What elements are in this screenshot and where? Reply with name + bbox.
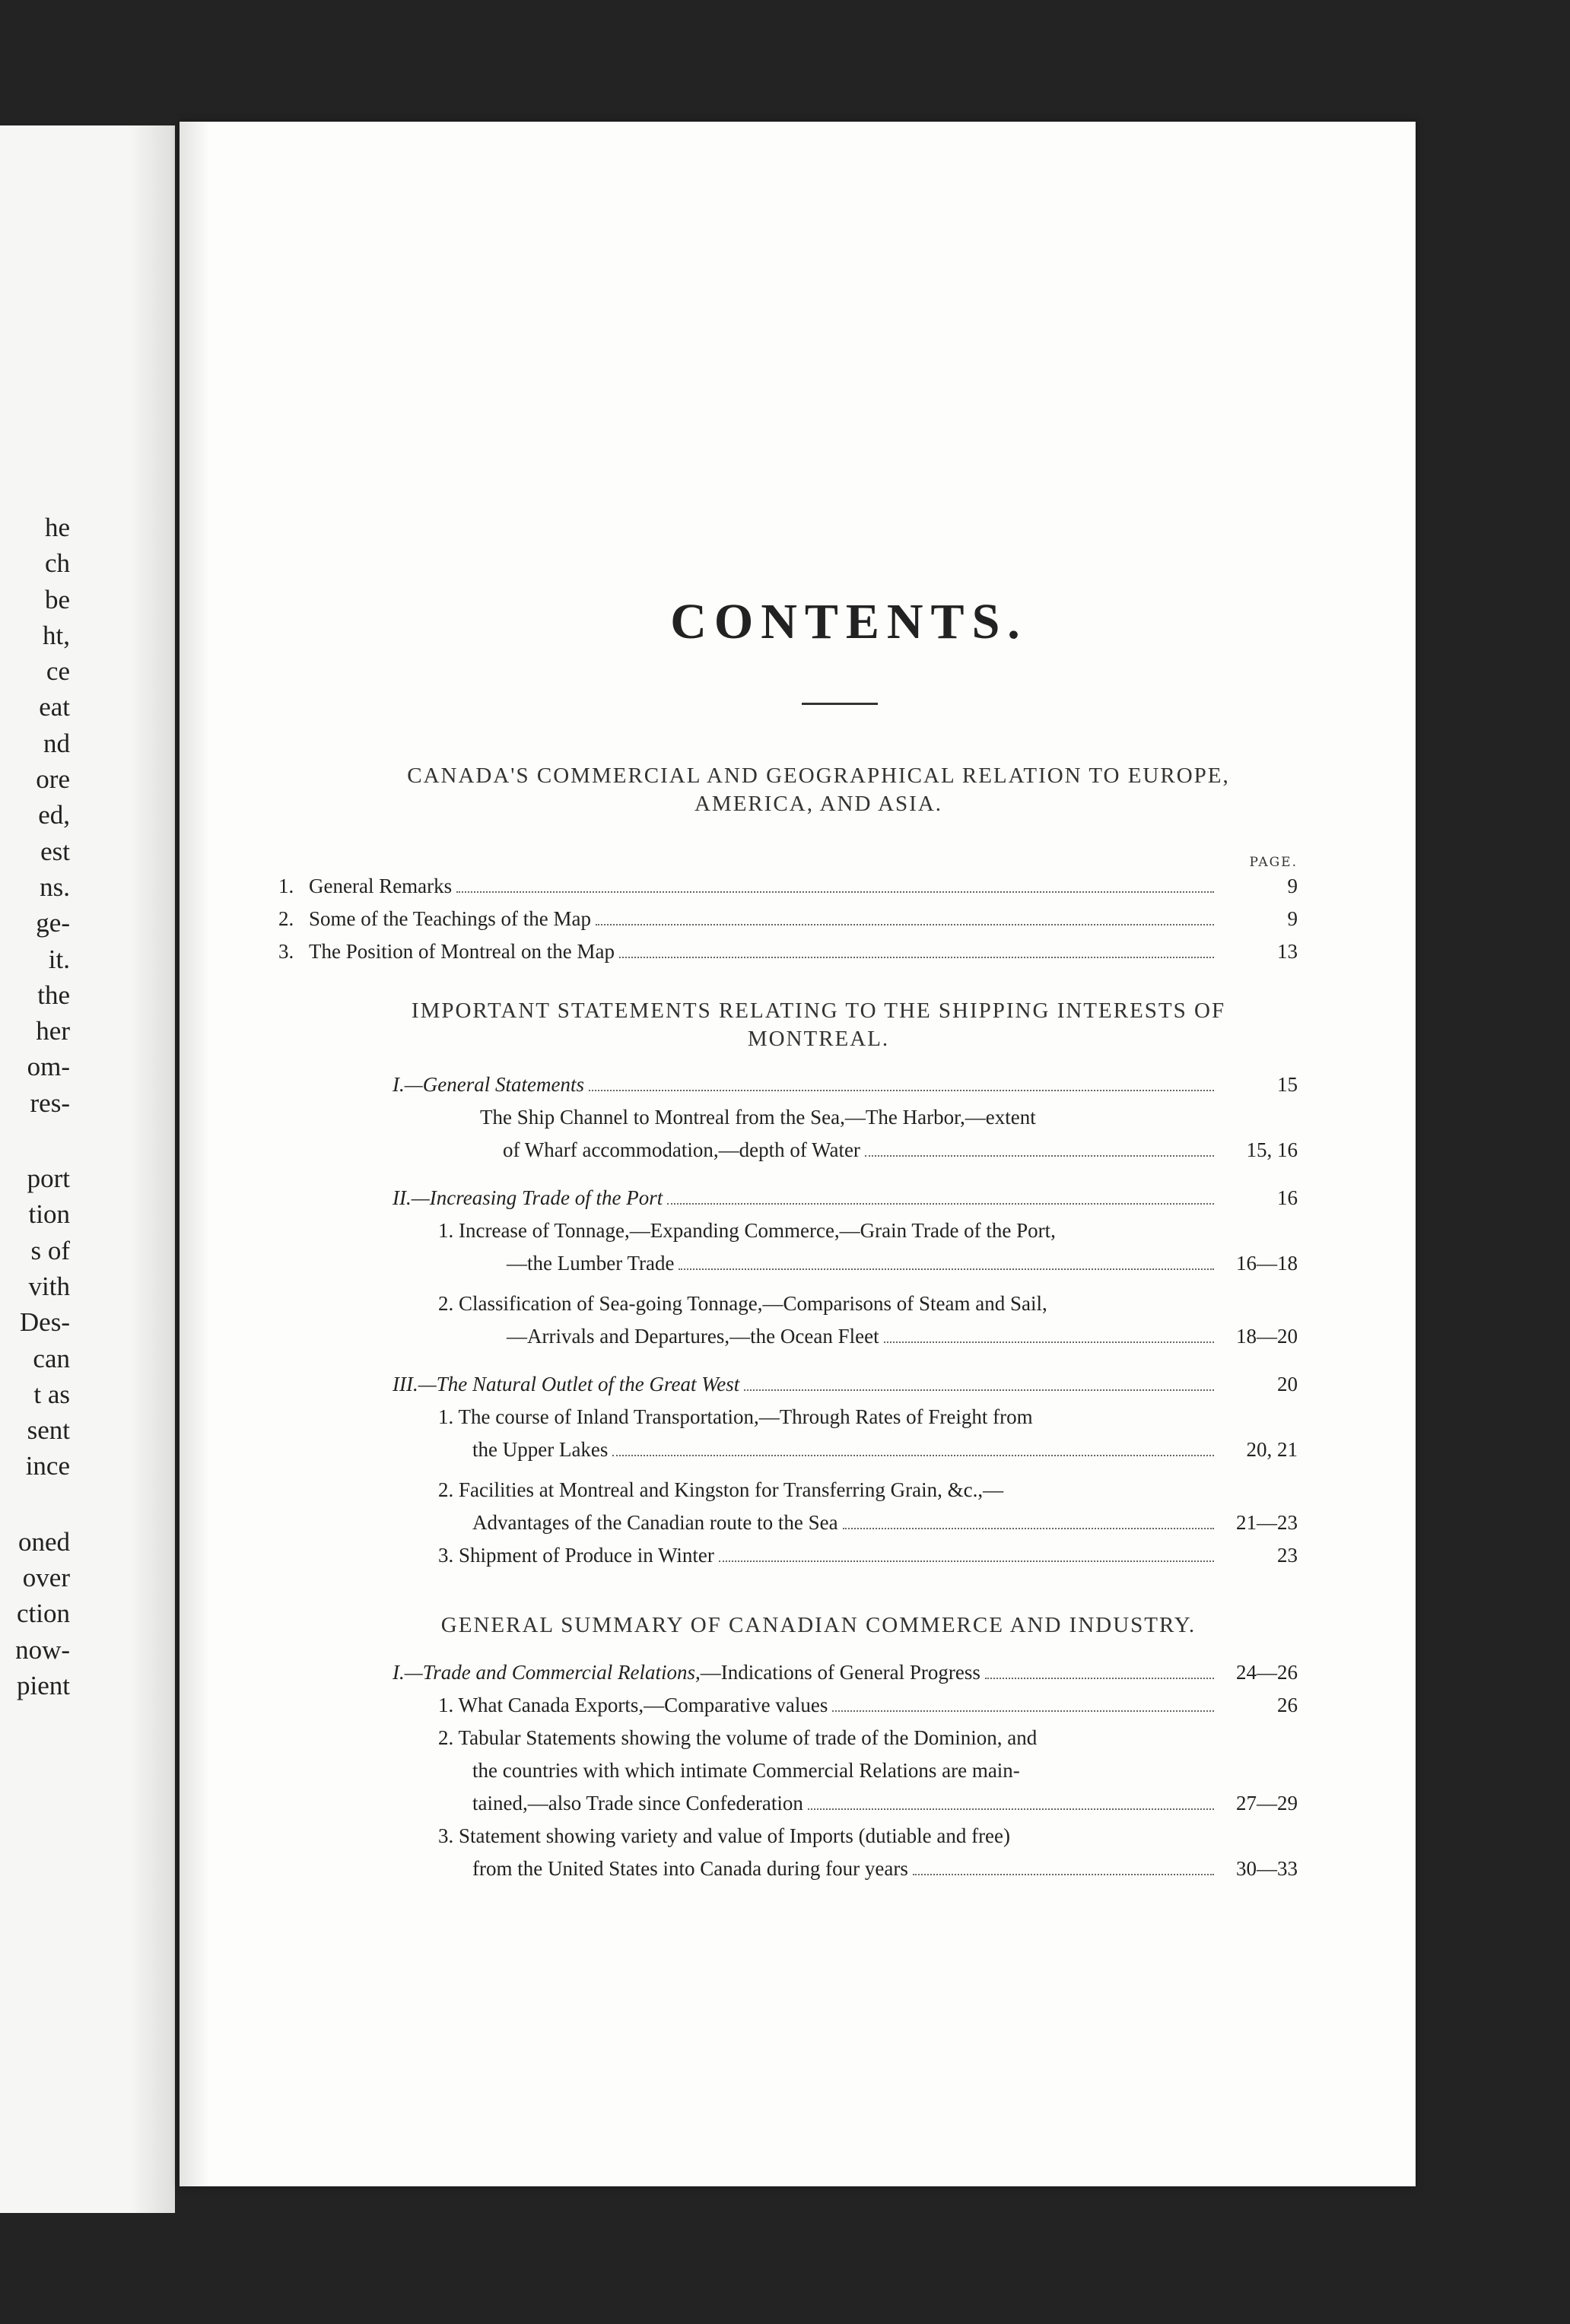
- left-facing-page: [0, 125, 175, 2213]
- dot-leader: [884, 1341, 1214, 1343]
- dot-leader: [832, 1710, 1214, 1712]
- line-text: 2. Classification of Sea-going Tonnage,—Comparisons of Steam and Sail,: [438, 1292, 1047, 1315]
- line-text: The Ship Channel to Montreal from the Sea,—The Harbor,—extent: [480, 1106, 1036, 1129]
- toc-entry[interactable]: [278, 903, 1298, 935]
- title-rule: [802, 703, 878, 705]
- toc-line: [278, 1474, 1298, 1506]
- dot-leader: [456, 891, 1214, 893]
- line-text: —the Lumber Trade: [507, 1252, 675, 1275]
- dot-leader: [985, 1678, 1214, 1679]
- entry-page: 20: [1277, 1373, 1298, 1395]
- section-2-heading-line2: MONTREAL.: [747, 1027, 890, 1051]
- contents-body: [278, 593, 1298, 1885]
- left-text-fragment: nd: [43, 728, 70, 758]
- line-text: —Arrivals and Departures,—the Ocean Fleet: [507, 1325, 879, 1348]
- paragraph-gap: [0, 1121, 70, 1160]
- entry-page: 15, 16: [1246, 1138, 1298, 1161]
- entry-page: 20, 21: [1246, 1438, 1298, 1461]
- left-text-fragment: tion: [28, 1199, 70, 1230]
- entry-page: 27—29: [1236, 1792, 1298, 1814]
- section-2-heading-line1: IMPORTANT STATEMENTS RELATING TO THE SHIPPING INTERESTS OF: [411, 998, 1226, 1023]
- section-1-heading: [278, 762, 1298, 818]
- dot-leader: [843, 1528, 1214, 1529]
- dot-leader: [913, 1874, 1214, 1875]
- section-1-heading-line2: AMERICA, AND ASIA.: [694, 792, 943, 816]
- dot-leader: [865, 1155, 1214, 1157]
- entry-text: The Position of Montreal on the Map: [309, 940, 615, 963]
- entry-page: 16: [1277, 1186, 1298, 1209]
- left-text-fragment: her: [36, 1016, 70, 1046]
- left-text-fragment: pient: [17, 1670, 70, 1700]
- toc-line: [278, 1754, 1298, 1787]
- line-text: of Wharf accommodation,—depth of Water: [503, 1138, 860, 1161]
- entry-text: Some of the Teachings of the Map: [309, 907, 592, 930]
- left-text-fragment: oned: [17, 1526, 70, 1557]
- entry-page: 13: [1277, 940, 1298, 963]
- left-text-fragment: Des-: [19, 1307, 70, 1338]
- left-text-fragment: ore: [36, 764, 70, 795]
- toc-line: [278, 1820, 1298, 1853]
- entry-page: 30—33: [1236, 1857, 1298, 1880]
- toc-entry[interactable]: [278, 1506, 1298, 1539]
- line-text: 2. Facilities at Montreal and Kingston for Transferring Grain, &c.,—: [438, 1478, 1004, 1501]
- line-text: 3. Statement showing variety and value of Imports (dutiable and free): [438, 1824, 1011, 1847]
- left-text-fragment: the: [37, 979, 70, 1010]
- part-title: I.—General Statements: [392, 1073, 584, 1096]
- page-column-label: PAGE.: [1249, 855, 1298, 870]
- line-text: 2. Tabular Statements showing the volume of trade of the Dominion, and: [438, 1726, 1038, 1749]
- line-text: 3. Shipment of Produce in Winter: [438, 1544, 714, 1567]
- toc-line: [278, 1401, 1298, 1433]
- entry-page: 16—18: [1236, 1252, 1298, 1275]
- toc-line: [278, 1101, 1298, 1134]
- left-text-fragment: now-: [15, 1634, 70, 1665]
- entry-text: General Remarks: [309, 875, 453, 897]
- section-3-heading: [278, 1611, 1298, 1640]
- toc-entry[interactable]: [278, 1320, 1298, 1353]
- toc-entry[interactable]: [278, 935, 1298, 968]
- line-text: 1. What Canada Exports,—Comparative values: [438, 1694, 828, 1716]
- toc-line: [278, 1722, 1298, 1754]
- left-text-fragment: can: [33, 1343, 70, 1373]
- entry-page: 24—26: [1236, 1661, 1298, 1684]
- left-text-fragment: ge-: [36, 908, 70, 938]
- toc-entry[interactable]: [278, 1433, 1298, 1466]
- toc-entry[interactable]: [278, 1247, 1298, 1280]
- entry-page: 15: [1277, 1073, 1298, 1096]
- toc-entry[interactable]: [278, 1539, 1298, 1572]
- part-title: II.—Increasing Trade of the Port: [392, 1186, 663, 1209]
- line-text: the Upper Lakes: [472, 1438, 609, 1461]
- left-text-fragment: port: [27, 1164, 70, 1194]
- entry-page: 23: [1277, 1544, 1298, 1567]
- entry-number: 2.: [278, 907, 294, 930]
- left-text-fragment: sent: [27, 1415, 70, 1446]
- entry-page: 9: [1287, 875, 1298, 897]
- left-text-fragment: ce: [46, 656, 70, 687]
- entry-page: 18—20: [1236, 1325, 1298, 1348]
- page-fold-shadow: [180, 122, 210, 2186]
- line-text: 1. The course of Inland Transportation,—Through Rates of Freight from: [438, 1405, 1033, 1428]
- section-2-heading: [278, 997, 1298, 1053]
- entry-page: 9: [1287, 907, 1298, 930]
- left-text-fragment: be: [44, 584, 70, 614]
- left-text-fragment: t as: [33, 1379, 70, 1409]
- toc-entry[interactable]: [278, 1787, 1298, 1820]
- part-heading[interactable]: [278, 1068, 1298, 1101]
- left-text-fragment: ch: [44, 548, 70, 579]
- left-text-fragment: res-: [30, 1087, 70, 1118]
- toc-entry[interactable]: [278, 1134, 1298, 1167]
- dot-leader: [589, 1090, 1214, 1091]
- dot-leader: [612, 1455, 1214, 1456]
- left-text-fragment: ed,: [38, 800, 70, 830]
- left-text-fragment: vith: [28, 1271, 70, 1301]
- entry-number: 3.: [278, 940, 294, 963]
- left-text-fragment: over: [22, 1563, 70, 1593]
- dot-leader: [719, 1560, 1214, 1562]
- page-title: CONTENTS.: [670, 594, 1028, 649]
- left-text-fragment: eat: [39, 692, 70, 722]
- section-2-entries: [278, 1068, 1298, 1572]
- part-title: I.—Trade and Commercial Relations,: [392, 1661, 701, 1684]
- line-text: tained,—also Trade since Confederation: [472, 1792, 803, 1814]
- line-text: from the United States into Canada during four years: [472, 1857, 908, 1880]
- left-text-fragment: it.: [48, 944, 70, 974]
- left-text-fragment: s of: [30, 1235, 70, 1265]
- toc-entry[interactable]: [278, 1689, 1298, 1722]
- section-3-heading-line1: GENERAL SUMMARY OF CANADIAN COMMERCE AND INDUSTRY.: [440, 1613, 1197, 1637]
- left-text-fragment: ns.: [40, 872, 70, 902]
- toc-line: [278, 1214, 1298, 1247]
- entry-page: 21—23: [1236, 1511, 1298, 1534]
- line-text: 1. Increase of Tonnage,—Expanding Commerce,—Grain Trade of the Port,: [438, 1219, 1056, 1242]
- entry-page: 26: [1277, 1694, 1298, 1716]
- paragraph-gap: [0, 1484, 70, 1524]
- left-text-fragment: ht,: [43, 620, 70, 650]
- page-gutter-shadow: [129, 125, 175, 2213]
- section-1-heading-line1: CANADA'S COMMERCIAL AND GEOGRAPHICAL RELATION TO EUROPE,: [407, 764, 1230, 788]
- part-heading[interactable]: [278, 1656, 1298, 1689]
- section-3-entries: [278, 1656, 1298, 1885]
- toc-line: [278, 1287, 1298, 1320]
- section-1-entries: [278, 870, 1298, 968]
- left-page-text-fragments: [0, 510, 70, 1703]
- line-text: the countries with which intimate Commercial Relations are main-: [472, 1759, 1020, 1782]
- dot-leader: [596, 924, 1214, 925]
- part-title: III.—The Natural Outlet of the Great West: [392, 1373, 740, 1395]
- left-text-fragment: est: [40, 836, 70, 866]
- entry-number: 1.: [278, 875, 294, 897]
- dot-leader: [667, 1203, 1214, 1205]
- left-text-fragment: ction: [17, 1599, 70, 1629]
- toc-entry[interactable]: [278, 1853, 1298, 1885]
- dot-leader: [679, 1268, 1214, 1270]
- left-text-fragment: om-: [27, 1052, 70, 1082]
- line-text: Advantages of the Canadian route to the Sea: [472, 1511, 838, 1534]
- part-title-rest: —Indications of General Progress: [700, 1661, 980, 1684]
- part-heading[interactable]: [278, 1368, 1298, 1401]
- part-heading[interactable]: [278, 1182, 1298, 1214]
- left-text-fragment: ince: [25, 1451, 70, 1481]
- left-text-fragment: he: [44, 513, 70, 542]
- contents-page: [180, 122, 1416, 2186]
- dot-leader: [619, 957, 1214, 958]
- toc-entry[interactable]: [278, 870, 1298, 903]
- dot-leader: [744, 1389, 1214, 1391]
- dot-leader: [808, 1808, 1214, 1810]
